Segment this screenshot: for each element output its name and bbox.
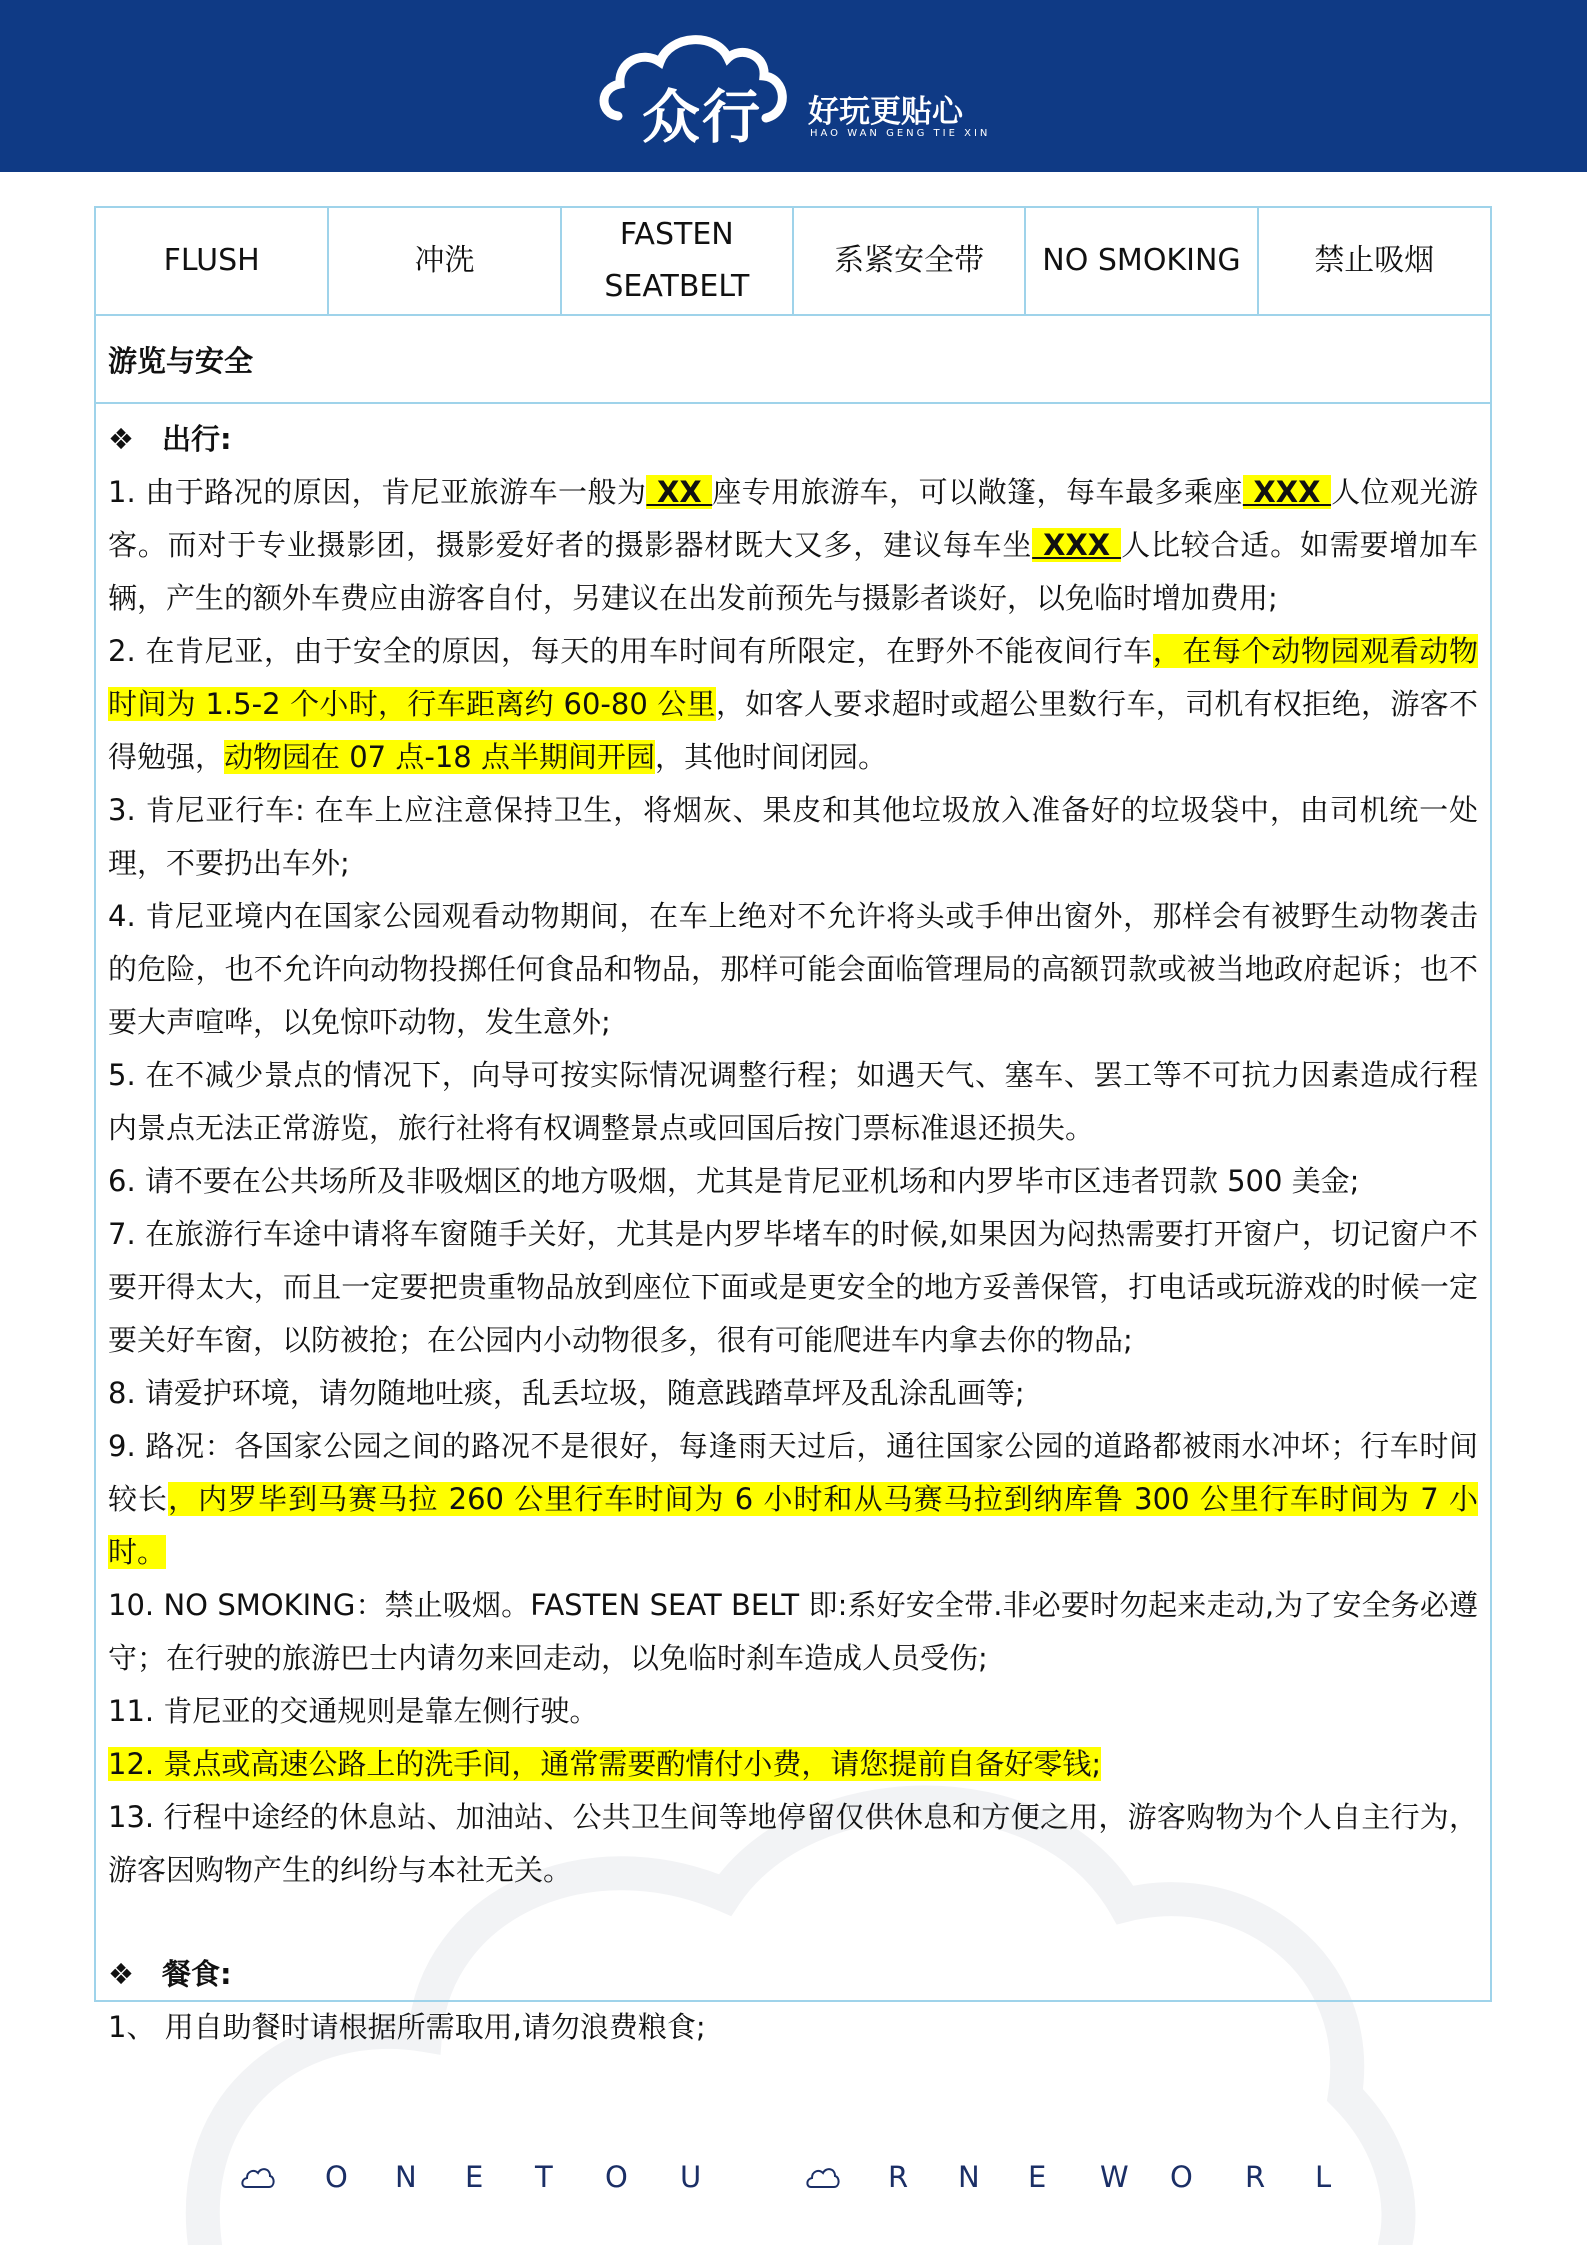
sign-flush-en: FLUSH (96, 208, 328, 315)
travel-heading-text: 出行: (162, 422, 232, 456)
highlight-text: ，内罗毕到马赛马拉 260 公里行车时间为 6 小时和从马赛马拉到纳库鲁 300 公里行车时间为 7 小时。 (108, 1482, 1478, 1569)
sign-no-smoking-cn: 禁止吸烟 (1258, 208, 1490, 315)
item-text: 人位观光游客。而对于专业摄影团，摄影爱好者的摄影器材既大又多，建议每车坐 (108, 475, 1478, 562)
footer-letter: O (605, 2160, 628, 2194)
travel-item-13: 13. 行程中途经的休息站、加油站、公共卫生间等地停留仅供休息和方便之用，游客购物为个人自主行为，游客因购物产生的纠纷与本社无关。 (108, 1800, 1478, 1887)
highlight-placeholder: XX (646, 475, 713, 509)
travel-item-2 (108, 625, 1478, 784)
brand-name: 众行 (642, 83, 763, 151)
meals-heading (108, 1947, 1478, 2001)
cloud-icon (240, 2166, 276, 2190)
meals-item-1: 1、 用自助餐时请根据所需取用,请勿浪费粮食; (108, 2010, 706, 2044)
cloud-icon (805, 2166, 841, 2190)
sign-no-smoking-en: NO SMOKING (1025, 208, 1257, 315)
footer-letter: O (325, 2160, 348, 2194)
item-text: ，如客人要求超时或超公里数行车，司机有权拒绝，游客不得勉强， (108, 687, 1478, 774)
travel-item-8: 8. 请爱护环境，请勿随地吐痰，乱丢垃圾，随意践踏草坪及乱涂乱画等; (108, 1376, 1025, 1410)
travel-item-1 (108, 466, 1478, 625)
travel-item-9 (108, 1420, 1478, 1579)
meals-heading-text: 餐食: (162, 1957, 232, 1991)
footer-letter: R (888, 2160, 909, 2194)
section-content (96, 404, 1490, 2054)
item-text: 座专用旅游车，可以敞篷，每车最多乘座 (712, 475, 1243, 509)
travel-item-7: 7. 在旅游行车途中请将车窗随手关好，尤其是内罗毕堵车的时候,如果因为闷热需要打开窗户，切记窗户不要开得太大，而且一定要把贵重物品放到座位下面或是更安全的地方妥善保管，打电话或玩游戏的时候一定要关好车窗，以防被抢；在公园内小动物很多，很有可能爬进车内拿去你的物品; (108, 1217, 1478, 1357)
footer-letter: R (1245, 2160, 1266, 2194)
footer-letter: T (535, 2160, 553, 2194)
footer-letter: W (1100, 2160, 1129, 2194)
highlight-text: 动物园在 07 点-18 点半期间开园 (224, 740, 655, 774)
travel-item-11: 11. 肯尼亚的交通规则是靠左侧行驶。 (108, 1694, 599, 1728)
brand-logo (590, 28, 1010, 151)
travel-item-6: 6. 请不要在公共场所及非吸烟区的地方吸烟，尤其是肯尼亚机场和内罗毕市区违者罚款 500 美金; (108, 1164, 1360, 1198)
item-text: 人比较合适。如需要增加车辆，产生的额外车费应由游客自付，另建议在出发前预先与摄影者谈好，以免临时增加费用; (108, 528, 1478, 615)
travel-item-12 (108, 1738, 1478, 1791)
travel-item-5: 5. 在不减少景点的情况下，向导可按实际情况调整行程；如遇天气、塞车、罢工等不可抗力因素造成行程内景点无法正常游览，旅行社将有权调整景点或回国后按门票标准退还损失。 (108, 1058, 1478, 1145)
footer-letter: E (1028, 2160, 1047, 2194)
diamond-bullet-icon: ❖ (108, 422, 134, 456)
footer-letter: N (958, 2160, 980, 2194)
footer-letter: E (465, 2160, 484, 2194)
item-text: 1. 由于路况的原因，肯尼亚旅游车一般为 (108, 475, 647, 509)
spacer (108, 1897, 1478, 1947)
footer-letter: L (1315, 2160, 1332, 2194)
footer-tagline (240, 2160, 1360, 2210)
signs-table (96, 208, 1490, 316)
sign-seatbelt-cn: 系紧安全带 (793, 208, 1025, 315)
travel-item-10: 10. NO SMOKING：禁止吸烟。FASTEN SEAT BELT 即:系好安全带.非必要时勿起来走动,为了安全务必遵守；在行驶的旅游巴士内请勿来回走动，以免临时刹车造成人员受伤; (108, 1588, 1478, 1675)
travel-heading (108, 412, 1478, 466)
item-text: 9. 路况：各国家公园之间的路况不是很好，每逢雨天过后，通往国家公园的道路都被雨水冲坏；行车时间较长 (108, 1429, 1478, 1516)
section-title: 游览与安全 (96, 316, 1490, 404)
item-text: ，其他时间闭园。 (654, 740, 887, 774)
highlight-text: 12. 景点或高速公路上的洗手间，通常需要酌情付小费，请您提前自备好零钱; (108, 1747, 1102, 1781)
sign-flush-cn: 冲洗 (328, 208, 560, 315)
item-text: 2. 在肯尼亚，由于安全的原因，每天的用车时间有所限定，在野外不能夜间行车 (108, 634, 1153, 668)
highlight-placeholder: XXX (1032, 528, 1122, 562)
diamond-bullet-icon: ❖ (108, 1957, 134, 1991)
document-frame (94, 206, 1492, 2044)
highlight-placeholder: XXX (1242, 475, 1332, 509)
footer-letter: N (395, 2160, 417, 2194)
signs-row (96, 208, 1490, 315)
page-header (0, 0, 1587, 172)
travel-item-4: 4. 肯尼亚境内在国家公园观看动物期间，在车上绝对不允许将头或手伸出窗外，那样会有被野生动物袭击的危险，也不允许向动物投掷任何食品和物品，那样可能会面临管理局的高额罚款或被当地政府起诉；也不要大声喧哗，以免惊吓动物，发生意外; (108, 899, 1478, 1039)
travel-item-3: 3. 肯尼亚行车: 在车上应注意保持卫生，将烟灰、果皮和其他垃圾放入准备好的垃圾袋中，由司机统一处理，不要扔出车外; (108, 793, 1478, 880)
brand-pinyin: HAO WAN GENG TIE XIN (810, 128, 991, 139)
sign-seatbelt-en: FASTEN SEATBELT (561, 208, 793, 315)
footer-letter: U (680, 2160, 702, 2194)
brand-slogan: 好玩更贴心 (808, 94, 963, 130)
highlight-text: ，在每个动物园观看动物时间为 1.5-2 个小时，行车距离约 60-80 公里 (108, 634, 1478, 721)
footer-letter: O (1170, 2160, 1193, 2194)
